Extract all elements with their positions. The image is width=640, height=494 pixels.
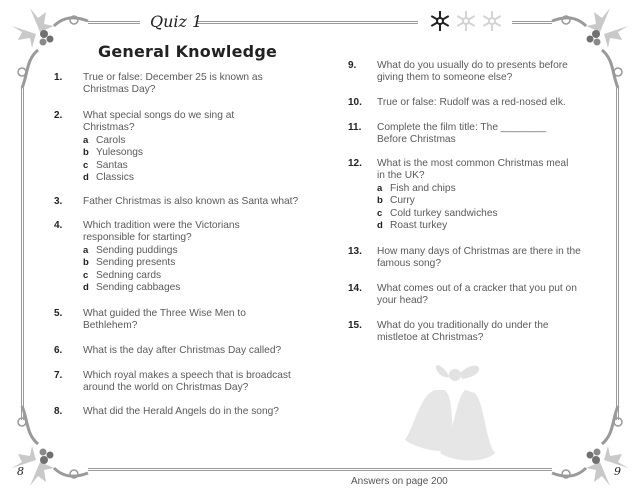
question-13: 13. How many days of Christmas are there in the famous song? [348, 246, 581, 270]
bottom-border [88, 468, 552, 471]
question-12: 12. What is the most common Christmas meal in the UK? a Fish and chips b Curry c Cold turkey sandwiches d Roast turkey [348, 158, 577, 232]
option-b: b Sending presents [83, 257, 176, 269]
question-9: 9. What do you usually do to presents before giving them to someone else? [348, 60, 568, 84]
page-title: General Knowledge [98, 42, 278, 61]
question-7: 7. Which royal makes a speech that is broadcast around the world on Christmas Day? [54, 370, 291, 394]
option-d: d Sending cabbages [83, 282, 181, 294]
question-15: 15. What do you traditionally do under the mistletoe at Christmas? [348, 320, 549, 344]
question-5: 5. What guided the Three Wise Men to Bethlehem? [54, 308, 246, 332]
question-4: 4. Which tradition were the Victorians responsible for starting? a Sending puddings b Sending presents c Sedning cards d Sending cabbages [54, 220, 253, 294]
page-number-right: 9 [614, 465, 621, 478]
answers-note: Answers on page 200 [351, 476, 448, 487]
snowflake-faded-icon [481, 10, 503, 32]
option-d: d Roast turkey [377, 220, 448, 232]
option-c: c Cold turkey sandwiches [377, 207, 498, 219]
option-b: b Curry [377, 195, 415, 207]
page-number-left: 8 [17, 465, 24, 478]
option-d: d Classics [83, 172, 134, 184]
question-10: 10. True or false: Rudolf was a red-nosed elk. [348, 97, 566, 108]
top-border-mid [196, 21, 418, 24]
snowflake-faded-icon [455, 10, 477, 32]
question-14: 14. What comes out of a cracker that you put on your head? [348, 283, 577, 307]
option-b: b Yulesongs [83, 147, 144, 159]
option-a: a Sending puddings [83, 244, 178, 256]
option-c: c Santas [83, 159, 128, 171]
right-border [616, 88, 619, 420]
question-8: 8. What did the Herald Angels do in the song? [54, 406, 279, 417]
left-border [21, 88, 24, 420]
snowflake-filled-icon [429, 10, 451, 32]
question-3: 3. Father Christmas is also known as Santa what? [54, 196, 299, 207]
option-a: a Fish and chips [377, 182, 456, 194]
option-a: a Carols [83, 134, 126, 146]
question-6: 6. What is the day after Christmas Day called? [54, 345, 282, 356]
option-c: c Sedning cards [83, 269, 162, 281]
bells-illustration-icon [400, 355, 520, 465]
quiz-label: Quiz 1 [150, 12, 203, 31]
question-1: 1. True or false: December 25 is known as Christmas Day? [54, 72, 263, 96]
question-2: 2. What special songs do we sing at Christmas? a Carols b Yulesongs c Santas d Classics [54, 110, 243, 184]
question-11: 11. Complete the film title: The ________ Before Christmas [348, 122, 547, 146]
